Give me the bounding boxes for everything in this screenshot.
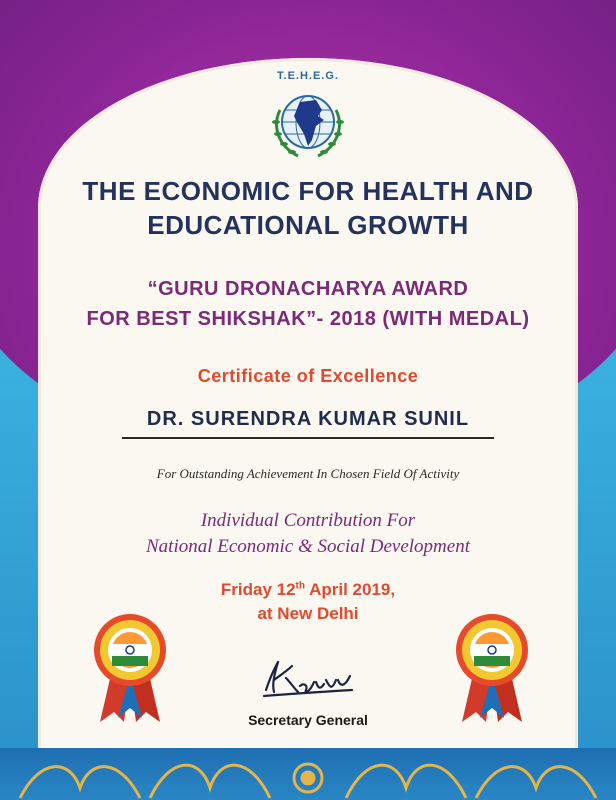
date-ordinal: th (295, 580, 305, 592)
rosette-medal-icon (452, 610, 532, 725)
date-prefix: Friday 12 (220, 580, 296, 599)
award-title-line1: “GURU DRONACHARYA AWARD (147, 278, 469, 300)
logo-acronym: T.E.H.E.G. (277, 70, 339, 82)
contribution-line1: Individual Contribution For (200, 510, 416, 531)
award-title-line2: FOR BEST SHIKSHAK”- 2018 (WITH MEDAL) (86, 308, 530, 330)
bottom-ornament-band (0, 748, 616, 800)
organization-name-line2: EDUCATIONAL GROWTH (147, 210, 469, 240)
recipient-name: DR. SURENDRA KUMAR SUNIL (146, 408, 470, 430)
name-underline (122, 437, 494, 439)
india-map-emblem-icon (258, 70, 358, 170)
medal-left (90, 610, 170, 725)
organization-name-line1: THE ECONOMIC FOR HEALTH AND (82, 176, 534, 206)
teheg-logo (258, 70, 358, 170)
signature (258, 652, 358, 707)
signatory-title: Secretary General (248, 712, 368, 728)
event-location: at New Delhi (257, 604, 359, 623)
medal-right (452, 610, 532, 725)
rosette-medal-icon (90, 610, 170, 725)
signature-icon (258, 652, 358, 702)
achievement-line: For Outstanding Achievement In Chosen Field Of Activity (156, 466, 460, 481)
event-date (40, 580, 576, 600)
gold-ornament-icon (0, 748, 616, 800)
date-rest: April 2019, (305, 580, 396, 599)
contribution-line2: National Economic & Social Development (146, 536, 470, 557)
certificate-title: Certificate of Excellence (197, 366, 419, 386)
